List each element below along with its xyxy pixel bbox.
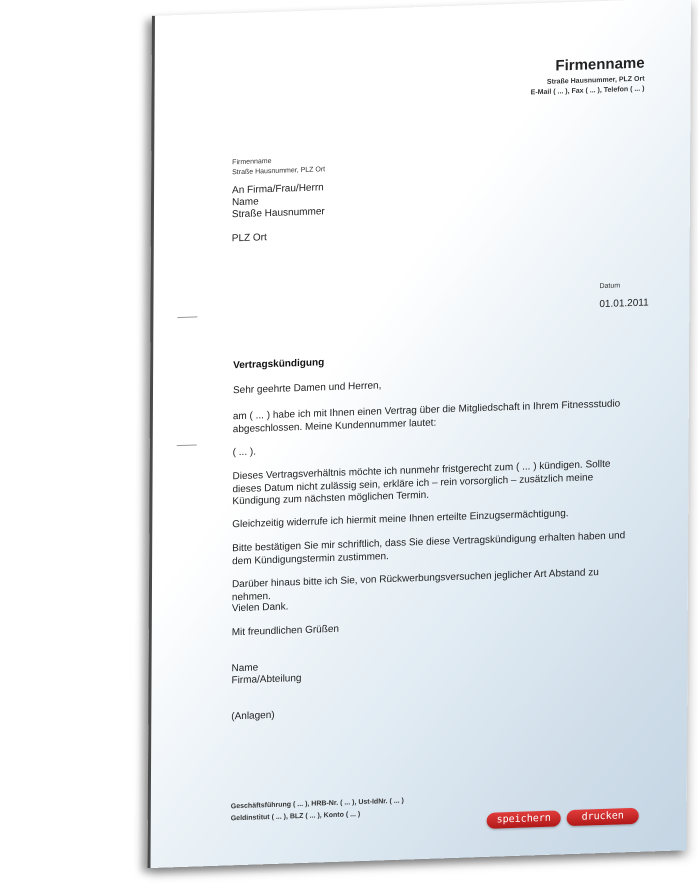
letter-page: [148, 0, 691, 868]
letter-attachments: (Anlagen): [231, 709, 275, 723]
letter-paragraph: am ( ... ) habe ich mit Ihnen einen Vertrag über die Mitgliedschaft in Ihrem Fitnessstudio abgeschlossen. Meine Kundennummer lautet:: [232, 398, 621, 435]
letterhead-address: Straße Hausnummer, PLZ Ort: [546, 75, 645, 86]
letter-paragraph: Darüber hinaus bitte ich Sie, von Rückwerbungsversuchen jeglicher Art Abstand zu nehmen.: [231, 567, 599, 603]
signature-name: Name: [231, 662, 259, 675]
letter-thanks: Vielen Dank.: [231, 601, 289, 615]
letter-subject: Vertragskündigung: [233, 357, 325, 372]
letter-paragraph: Bitte bestätigen Sie mir schriftlich, dass Sie diese Vertragskündigung erhalten haben und dem Kündigungstermin zustimmen.: [232, 530, 626, 567]
fold-mark: [177, 316, 197, 318]
fold-mark: [177, 444, 197, 446]
letter-paragraph: ( ... ).: [232, 446, 257, 459]
date-value: 01.01.2011: [599, 297, 649, 311]
letterhead-contact: E-Mail ( ... ), Fax ( ... ), Telefon ( ... ): [530, 85, 645, 97]
letter-salutation: Sehr geehrte Damen und Herren,: [232, 380, 382, 397]
letter-paragraph: Gleichzeitig widerrufe ich hiermit meine Ihnen erteilte Einzugsermächtigung.: [232, 508, 569, 531]
letter-paragraph: Dieses Vertragsverhältnis möchte ich nunmehr fristgerecht zum ( ... ) kündigen. Sollte dieses Datum nicht zulässig sein, erkläre ich – rein vorsorglich – zusätzlich meine Kündigung zum nächsten möglichen Termin.: [232, 458, 611, 508]
recipient-line-3: Straße Hausnummer: [231, 206, 325, 221]
signature-department: Firma/Abteilung: [231, 672, 302, 687]
footer-line-1: Geschäftsführung ( ... ), HRB-Nr. ( ... ), Ust-IdNr. ( ... ): [230, 797, 404, 811]
date-label: Datum: [599, 282, 621, 291]
letterhead-company-name: Firmenname: [555, 54, 645, 75]
recipient-line-4: PLZ Ort: [231, 232, 267, 245]
save-button[interactable]: speichern: [487, 810, 561, 828]
sender-address: Straße Hausnummer, PLZ Ort: [232, 166, 326, 177]
recipient-line-2: Name: [231, 196, 259, 209]
sender-name: Firmenname: [232, 157, 272, 167]
footer-line-2: Geldinstitut ( ... ), BLZ ( ... ), Konto ( ... ): [230, 811, 361, 823]
letter-closing: Mit freundlichen Grüßen: [231, 623, 340, 639]
print-button[interactable]: drucken: [567, 808, 639, 826]
recipient-line-1: An Firma/Frau/Herrn: [232, 182, 324, 197]
